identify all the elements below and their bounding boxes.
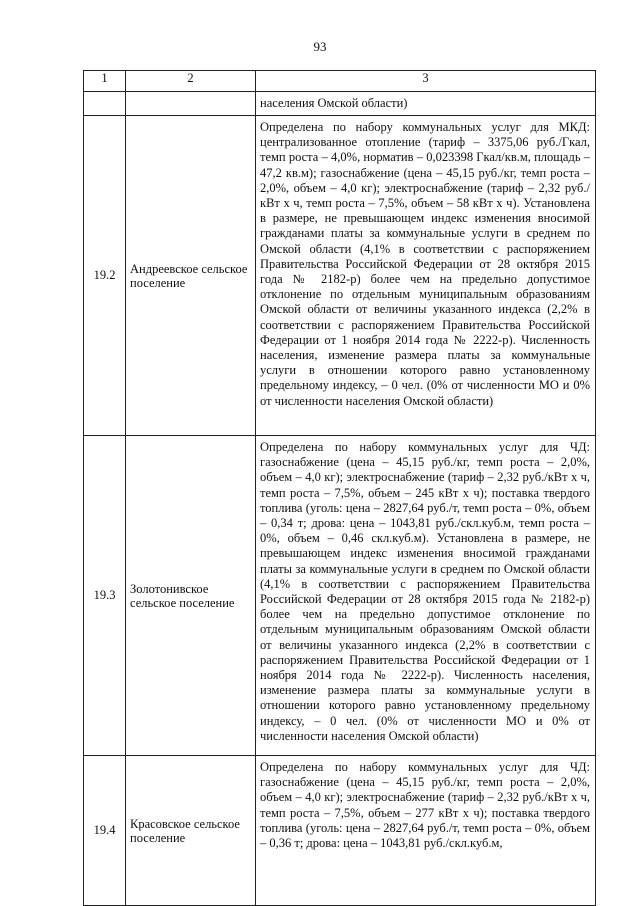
tariff-table xyxy=(83,70,596,906)
row-number: 19.2 xyxy=(84,116,126,436)
column-header-3: 3 xyxy=(256,71,596,92)
page-number: 93 xyxy=(313,39,327,54)
municipality-name: Золотонивское сельское поселение xyxy=(126,436,256,756)
column-header-2: 2 xyxy=(126,71,256,92)
row-description: Определена по набору коммунальных услуг для МКД: централизованное отопление (тариф – 3375,06 руб./Гкал, темп роста – 4,0%, норматив – 0,023398 Гкал/кв.м, площадь – 47,2 кв.м); газоснабжение (цена – 45,15 руб./кг, темп роста – 2,0%, объем – 4,0 кг); электроснабжение (тариф – 2,32 руб./кВт х ч, темп роста – 7,5%, объем – 58 кВт х ч). Установлена в размере, не превышающем индекс изменения вносимой гражданами платы за коммунальные услуги в среднем по Омской области (4,1% в соответствии с распоряжением Правительства Российской Федерации от 28 октября 2015 года № 2182-р) более чем на предельно допустимое отклонение по отдельным муниципальным образованиям Омской области от величины указанного индекса (2,2% в соответствии с распоряжением Правительства Российской Федерации от 1 ноября 2014 года № 2222-р). Численность населения, изменение размера платы за коммунальные услуги в отношении которого равно установленному предельному индексу, – 0 чел. (0% от численности МО и 0% от численности населения Омской области) xyxy=(256,116,596,436)
row-number: 19.3 xyxy=(84,436,126,756)
table-row xyxy=(84,116,596,436)
continuation-text: населения Омской области) xyxy=(256,92,596,116)
table-row xyxy=(84,756,596,906)
table-row xyxy=(84,436,596,756)
continuation-row xyxy=(84,92,596,116)
row-description: Определена по набору коммунальных услуг для ЧД: газоснабжение (цена – 45,15 руб./кг, темп роста – 2,0%, объем – 4,0 кг); электроснабжение (тариф – 2,32 руб./кВт х ч, темп роста – 7,5%, объем – 245 кВт х ч); поставка твердого топлива (уголь: цена – 2827,64 руб./т, темп роста – 0%, объем – 0,34 т; дрова: цена – 1043,81 руб./скл.куб.м, темп роста – 0%, объем – 0,46 скл.куб.м). Установлена в размере, не превышающем индекс изменения вносимой гражданами платы за коммунальные услуги в среднем по Омской области (4,1% в соответствии с распоряжением Правительства Российской Федерации от 28 октября 2015 года № 2182-р) более чем на предельно допустимое отклонение по отдельным муниципальным образованиям Омской области от величины указанного индекса (2,2% в соответствии с распоряжением Правительства Российской Федерации от 1 ноября 2014 года № 2222-р). Численность населения, изменение размера платы за коммунальные услуги в отношении которого равно установленному предельному индексу, – 0 чел. (0% от численности МО и 0% от численности населения Омской области) xyxy=(256,436,596,756)
municipality-name: Андреевское сельское поселение xyxy=(126,116,256,436)
table-header-row xyxy=(84,71,596,92)
row-description: Определена по набору коммунальных услуг для ЧД: газоснабжение (цена – 45,15 руб./кг, темп роста – 2,0%, объем – 4,0 кг); электроснабжение (тариф – 2,32 руб./кВт х ч, темп роста – 7,5%, объем – 277 кВт х ч); поставка твердого топлива (уголь: цена – 2827,64 руб./т, темп роста – 0%, объем – 0,36 т; дрова: цена – 1043,81 руб./скл.куб.м, xyxy=(256,756,596,906)
column-header-1: 1 xyxy=(84,71,126,92)
municipality-name: Красовское сельское поселение xyxy=(126,756,256,906)
row-number: 19.4 xyxy=(84,756,126,906)
